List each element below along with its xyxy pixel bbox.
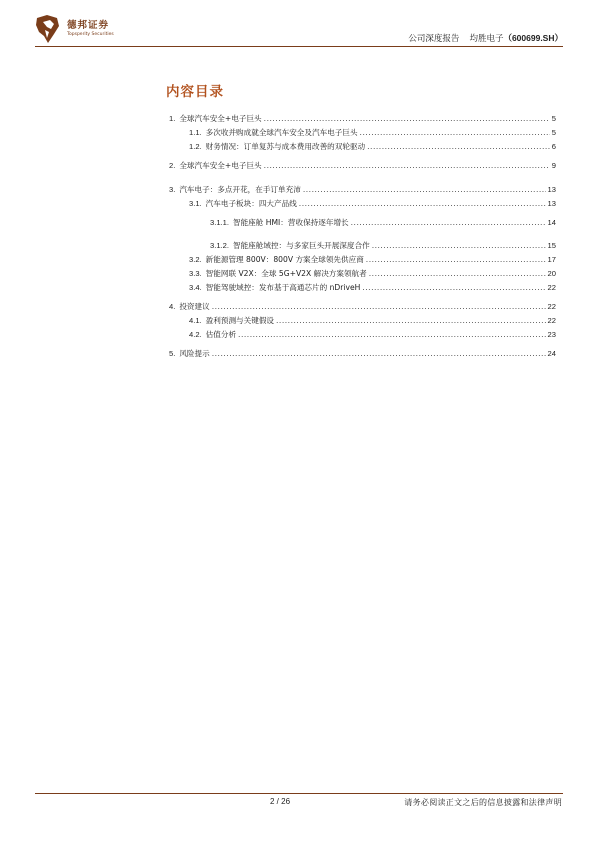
- toc-entry-label: 汽车电子板块：四大产品线: [205, 199, 297, 208]
- toc-entry-label: 投资建议: [179, 302, 210, 311]
- toc-entry-number: 4.2.: [189, 330, 202, 339]
- toc-entry-number: 3.1.1.: [210, 218, 229, 227]
- toc-entry-page: 5: [551, 128, 556, 137]
- brand-name-cn: 德邦证券: [67, 20, 110, 31]
- report-info: [408, 32, 563, 44]
- toc-leader-dots: [212, 302, 546, 311]
- toc-entry-label: 财务情况：订单复苏与成本费用改善的双轮驱动: [205, 142, 366, 151]
- toc-entry-number: 1.: [169, 114, 176, 123]
- toc-entry-label: 新能源管理 800V：800V 方案全球领先供应商: [205, 255, 364, 264]
- toc-entry-page: 17: [547, 255, 556, 264]
- toc-entry-page: 13: [547, 199, 556, 208]
- toc-entry[interactable]: [210, 217, 556, 228]
- toc-entry-number: 5.: [169, 349, 176, 358]
- toc-entry-label: 智能座舱域控：与多家巨头开展深度合作: [233, 241, 370, 250]
- stock-code: （600699.SH）: [503, 33, 563, 43]
- toc-entry-page: 14: [547, 218, 556, 227]
- toc-entry[interactable]: [189, 268, 556, 279]
- toc-entry[interactable]: [169, 113, 556, 124]
- report-type: 公司深度报告: [408, 34, 460, 44]
- toc-entry-number: 3.2.: [189, 255, 202, 264]
- toc-entry-number: 3.3.: [189, 269, 202, 278]
- brand-logo: [35, 12, 145, 46]
- toc-leader-dots: [351, 218, 546, 227]
- toc-entry-page: 20: [547, 269, 556, 278]
- toc-leader-dots: [264, 161, 550, 170]
- toc-entry[interactable]: [189, 282, 556, 293]
- toc-entry-number: 3.1.2.: [210, 241, 229, 250]
- toc-leader-dots: [238, 330, 546, 339]
- toc-entry-label: 风险提示: [179, 349, 210, 358]
- toc-entry[interactable]: [169, 348, 556, 359]
- toc-entry-label: 盈利预测与关键假设: [205, 316, 275, 325]
- toc-entry-page: 15: [547, 241, 556, 250]
- toc-entry-page: 9: [551, 161, 556, 170]
- toc-entry[interactable]: [189, 329, 556, 340]
- toc-leader-dots: [299, 199, 546, 208]
- toc-entry-label: 汽车电子：多点开花，在手订单充沛: [179, 185, 301, 194]
- toc-entry[interactable]: [189, 254, 556, 265]
- toc-entry[interactable]: [169, 160, 556, 171]
- toc-entry[interactable]: [169, 301, 556, 312]
- toc-entry-page: 23: [547, 330, 556, 339]
- toc-entry-page: 22: [547, 283, 556, 292]
- legal-disclaimer: 请务必阅读正文之后的信息披露和法律声明: [404, 798, 562, 807]
- toc-title: 内容目录: [166, 84, 224, 100]
- toc-leader-dots: [362, 283, 545, 292]
- header-divider: [35, 46, 563, 47]
- toc-entry-number: 4.: [169, 302, 176, 311]
- toc-entry[interactable]: [189, 198, 556, 209]
- toc-entry-page: 24: [547, 349, 556, 358]
- toc-leader-dots: [360, 128, 550, 137]
- toc-entry-number: 1.2.: [189, 142, 202, 151]
- toc-entry-page: 22: [547, 302, 556, 311]
- toc-leader-dots: [369, 269, 546, 278]
- toc-entry-label: 全球汽车安全+电子巨头: [179, 161, 262, 170]
- toc-leader-dots: [367, 142, 550, 151]
- toc-entry-page: 13: [547, 185, 556, 194]
- toc-entry-label: 智能网联 V2X：全球 5G+V2X 解决方案领航者: [205, 269, 367, 278]
- toc-leader-dots: [372, 241, 546, 250]
- toc-entry-label: 多次收并购成就全球汽车安全及汽车电子巨头: [205, 128, 358, 137]
- toc-entry-label: 全球汽车安全+电子巨头: [179, 114, 262, 123]
- toc-entry-page: 6: [551, 142, 556, 151]
- toc-entry-label: 智能驾驶域控：发布基于高通芯片的 nDriveH: [205, 283, 361, 292]
- toc-entry-page: 5: [551, 114, 556, 123]
- toc-entry-number: 3.1.: [189, 199, 202, 208]
- brand-name-en: Topsperity Securities: [67, 32, 114, 37]
- toc-entry-label: 估值分析: [205, 330, 237, 339]
- toc-entry[interactable]: [169, 184, 556, 195]
- company-name: 均胜电子: [469, 34, 504, 44]
- toc-leader-dots: [212, 349, 546, 358]
- brand-logo-icon: [35, 14, 61, 44]
- page-indicator: 2 / 26: [270, 797, 291, 806]
- toc-entry[interactable]: [189, 141, 556, 152]
- toc-entry-number: 3.4.: [189, 283, 202, 292]
- toc-entry[interactable]: [189, 127, 556, 138]
- toc-leader-dots: [264, 114, 550, 123]
- toc-leader-dots: [303, 185, 546, 194]
- toc-entry-page: 22: [547, 316, 556, 325]
- toc-leader-dots: [276, 316, 546, 325]
- toc-entry-number: 3.: [169, 185, 176, 194]
- toc-entry-number: 1.1.: [189, 128, 202, 137]
- toc-entry[interactable]: [210, 240, 556, 251]
- toc-entry-number: 2.: [169, 161, 176, 170]
- toc-leader-dots: [366, 255, 546, 264]
- page-header: [35, 12, 563, 46]
- toc-entry[interactable]: [189, 315, 556, 326]
- footer-divider: [35, 793, 563, 794]
- toc-entry-number: 4.1.: [189, 316, 202, 325]
- toc-entry-label: 智能座舱 HMI：营收保持逐年增长: [233, 218, 349, 227]
